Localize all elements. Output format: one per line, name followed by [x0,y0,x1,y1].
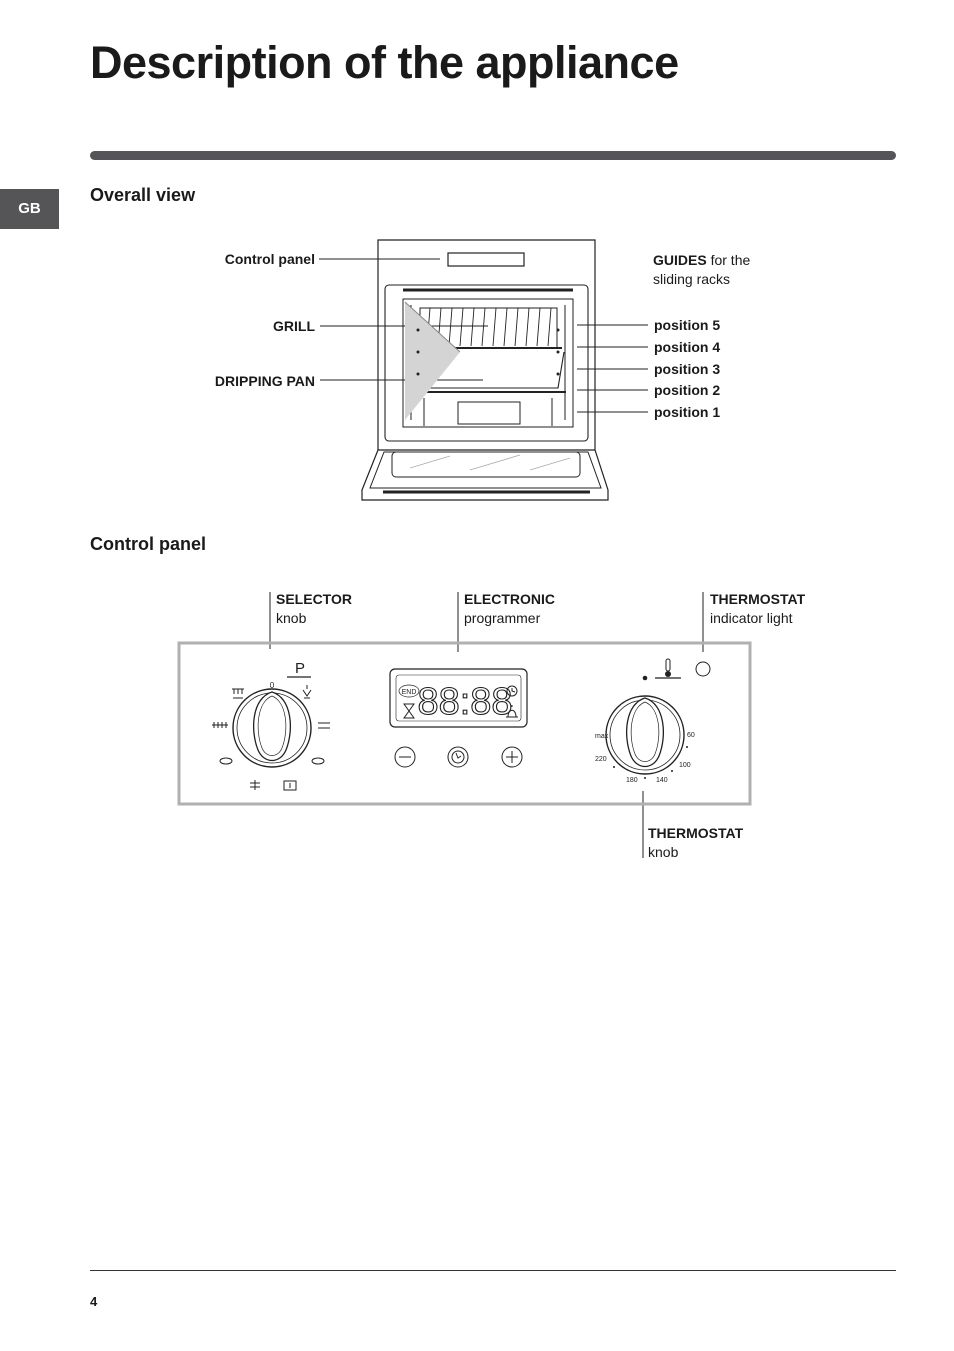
electronic-programmer [390,669,527,727]
language-tab: GB [0,189,59,229]
oven-illustration [0,0,954,520]
thermostat-label-220: 220 [595,756,607,763]
label-guides-line2: sliding racks [653,271,731,287]
callout-thermostat-title: THERMOSTAT [648,825,744,841]
thermostat-label-180: 180 [626,777,638,784]
label-position-2: position 2 [654,382,721,398]
display-digits: 88:88 [417,681,513,723]
mode-button[interactable] [448,747,468,767]
top-heat-icon [212,722,228,728]
fan-grill-icon [312,758,324,764]
grill-icon [220,758,232,764]
thermostat-label-max: max [595,733,609,740]
label-position-1: position 1 [654,404,721,420]
callout-indicator-sub: indicator light [710,610,793,626]
callout-selector-sub: knob [276,610,307,626]
callout-programmer-sub: programmer [464,610,541,626]
thermometer-icon [655,659,681,678]
pizza-icon [284,781,296,790]
minus-button[interactable] [395,747,415,767]
selector-knob[interactable] [233,689,311,767]
callout-programmer-title: ELECTRONIC [464,591,555,607]
static-oven-icon [318,723,330,728]
label-grill: GRILL [273,318,315,334]
label-guides-bold: GUIDES [653,252,707,268]
plus-button[interactable] [502,747,522,767]
page-title: Description of the appliance [90,37,679,88]
label-guides-rest: for the [710,252,751,268]
control-panel-diagram [0,580,954,870]
label-position-5: position 5 [654,317,721,333]
footer-divider [90,1270,896,1271]
callout-selector-title: SELECTOR [276,591,352,607]
thermostat-label-100: 100 [679,762,691,769]
label-position-4: position 4 [654,339,721,355]
selector-program-letter: P [294,660,306,677]
fan-icon [250,780,260,790]
label-control-panel: Control panel [224,251,315,267]
label-dripping-pan: DRIPPING PAN [214,373,315,389]
lamp-icon [303,685,311,698]
thermostat-label-140: 140 [656,777,668,784]
selector-zero: 0 [269,681,275,690]
control-panel-slot [448,253,524,266]
overall-view-heading: Overall view [90,185,196,205]
thermostat-label-60: 60 [687,732,695,739]
defrost-icon [232,689,244,698]
callout-thermostat-sub: knob [648,844,679,860]
display-end-label: END [401,689,417,696]
thermostat-indicator-light [696,662,710,676]
page-number: 4 [90,1294,98,1309]
label-position-3: position 3 [654,361,721,377]
control-panel-heading: Control panel [90,534,206,554]
callout-indicator-title: THERMOSTAT [710,591,806,607]
thermostat-knob[interactable] [606,696,684,774]
